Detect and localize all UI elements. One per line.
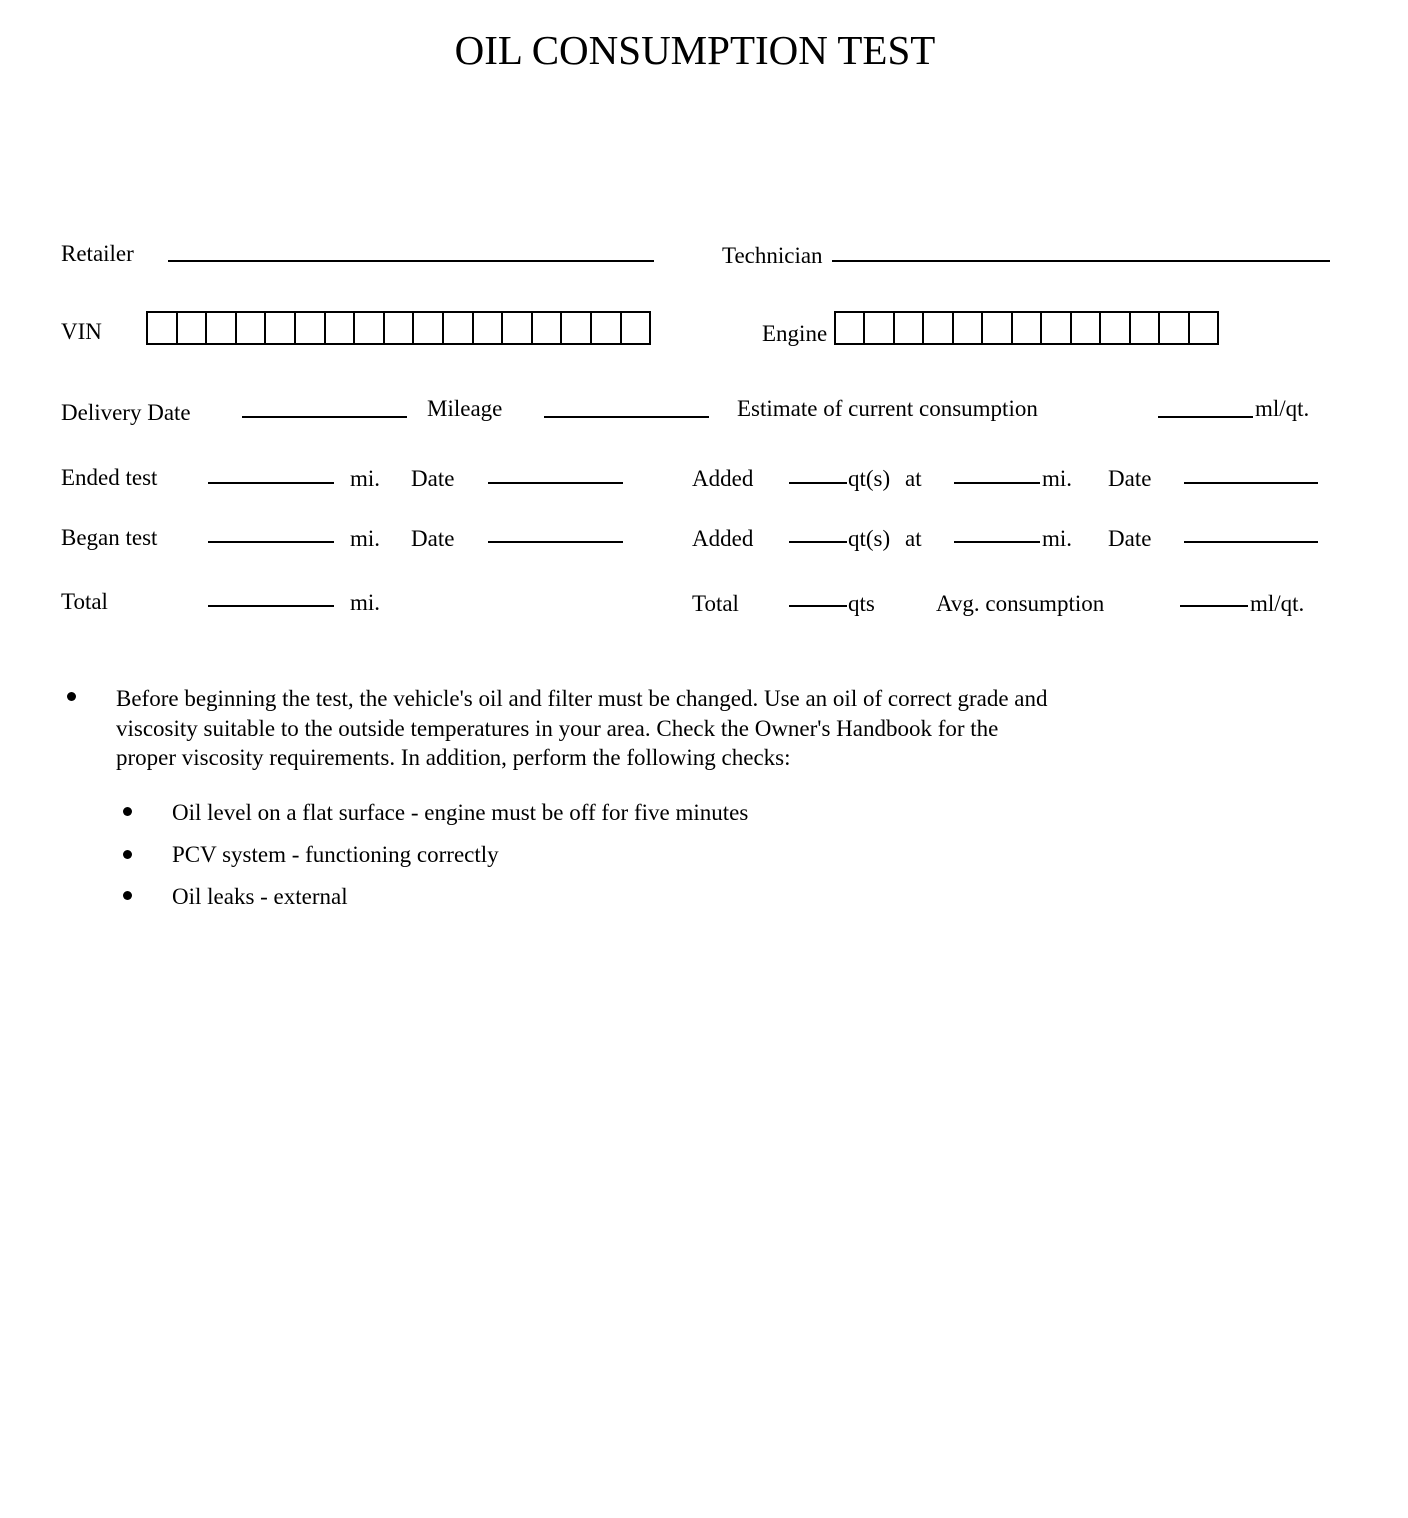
added-2-date-label: Date — [1108, 526, 1152, 551]
added-1-label: Added — [692, 466, 754, 491]
avg-consumption-label: Avg. consumption — [936, 591, 1105, 616]
added-1-at-label: at — [905, 466, 922, 491]
added-2-qts-field[interactable] — [789, 541, 847, 543]
estimate-unit: ml/qt. — [1255, 396, 1310, 421]
mileage-field[interactable] — [544, 416, 709, 418]
added-2-at-label: at — [905, 526, 922, 551]
vin-label: VIN — [61, 319, 102, 344]
added-2-mi-unit: mi. — [1042, 526, 1073, 551]
total-qts-label: Total — [692, 591, 739, 616]
began-test-date-field[interactable] — [488, 541, 623, 543]
instructions-line-1: Before beginning the test, the vehicle's oil and filter must be changed. Use an oil of correct grade and — [116, 686, 1048, 711]
total-mi-unit: mi. — [350, 590, 381, 615]
mileage-label: Mileage — [427, 396, 503, 421]
technician-field[interactable] — [832, 260, 1330, 262]
added-1-qts-field[interactable] — [789, 482, 847, 484]
added-1-mi-unit: mi. — [1042, 466, 1073, 491]
technician-label: Technician — [722, 243, 823, 268]
added-2-miles-field[interactable] — [954, 541, 1040, 543]
avg-consumption-field[interactable] — [1180, 605, 1248, 607]
total-miles-label: Total — [61, 589, 108, 614]
ended-test-mi-unit: mi. — [350, 466, 381, 491]
ended-test-date-field[interactable] — [488, 482, 623, 484]
engine-boxes[interactable] — [834, 311, 1219, 345]
bullet-icon — [67, 692, 76, 701]
avg-consumption-unit: ml/qt. — [1250, 591, 1305, 616]
total-qts-field[interactable] — [789, 605, 847, 607]
ended-test-date-label: Date — [411, 466, 455, 491]
instructions-line-2: viscosity suitable to the outside temperatures in your area. Check the Owner's Handbook for the — [116, 716, 999, 741]
check-item-1: Oil level on a flat surface - engine must be off for five minutes — [172, 800, 749, 825]
retailer-label: Retailer — [61, 241, 134, 266]
began-test-label: Began test — [61, 525, 158, 550]
retailer-field[interactable] — [168, 260, 654, 262]
added-1-date-field[interactable] — [1184, 482, 1318, 484]
total-miles-field[interactable] — [208, 605, 334, 607]
page-title: OIL CONSUMPTION TEST — [454, 27, 936, 73]
began-test-miles-field[interactable] — [208, 541, 334, 543]
began-test-mi-unit: mi. — [350, 526, 381, 551]
delivery-date-field[interactable] — [242, 416, 407, 418]
delivery-date-label: Delivery Date — [61, 400, 191, 425]
bullet-icon — [123, 850, 132, 859]
added-2-date-field[interactable] — [1184, 541, 1318, 543]
bullet-icon — [123, 891, 132, 900]
check-item-2: PCV system - functioning correctly — [172, 842, 499, 867]
ended-test-label: Ended test — [61, 465, 158, 490]
estimate-label: Estimate of current consumption — [737, 396, 1038, 421]
added-1-miles-field[interactable] — [954, 482, 1040, 484]
added-1-date-label: Date — [1108, 466, 1152, 491]
instructions-line-3: proper viscosity requirements. In addition, perform the following checks: — [116, 745, 791, 770]
added-2-qts-unit: qt(s) — [848, 526, 891, 551]
added-1-qts-unit: qt(s) — [848, 466, 891, 491]
engine-label: Engine — [762, 321, 828, 346]
bullet-icon — [123, 807, 132, 816]
ended-test-miles-field[interactable] — [208, 482, 334, 484]
check-item-3: Oil leaks - external — [172, 884, 348, 909]
total-qts-unit: qts — [848, 591, 875, 616]
added-2-label: Added — [692, 526, 754, 551]
began-test-date-label: Date — [411, 526, 455, 551]
estimate-field[interactable] — [1158, 416, 1253, 418]
vin-boxes[interactable] — [146, 311, 651, 345]
